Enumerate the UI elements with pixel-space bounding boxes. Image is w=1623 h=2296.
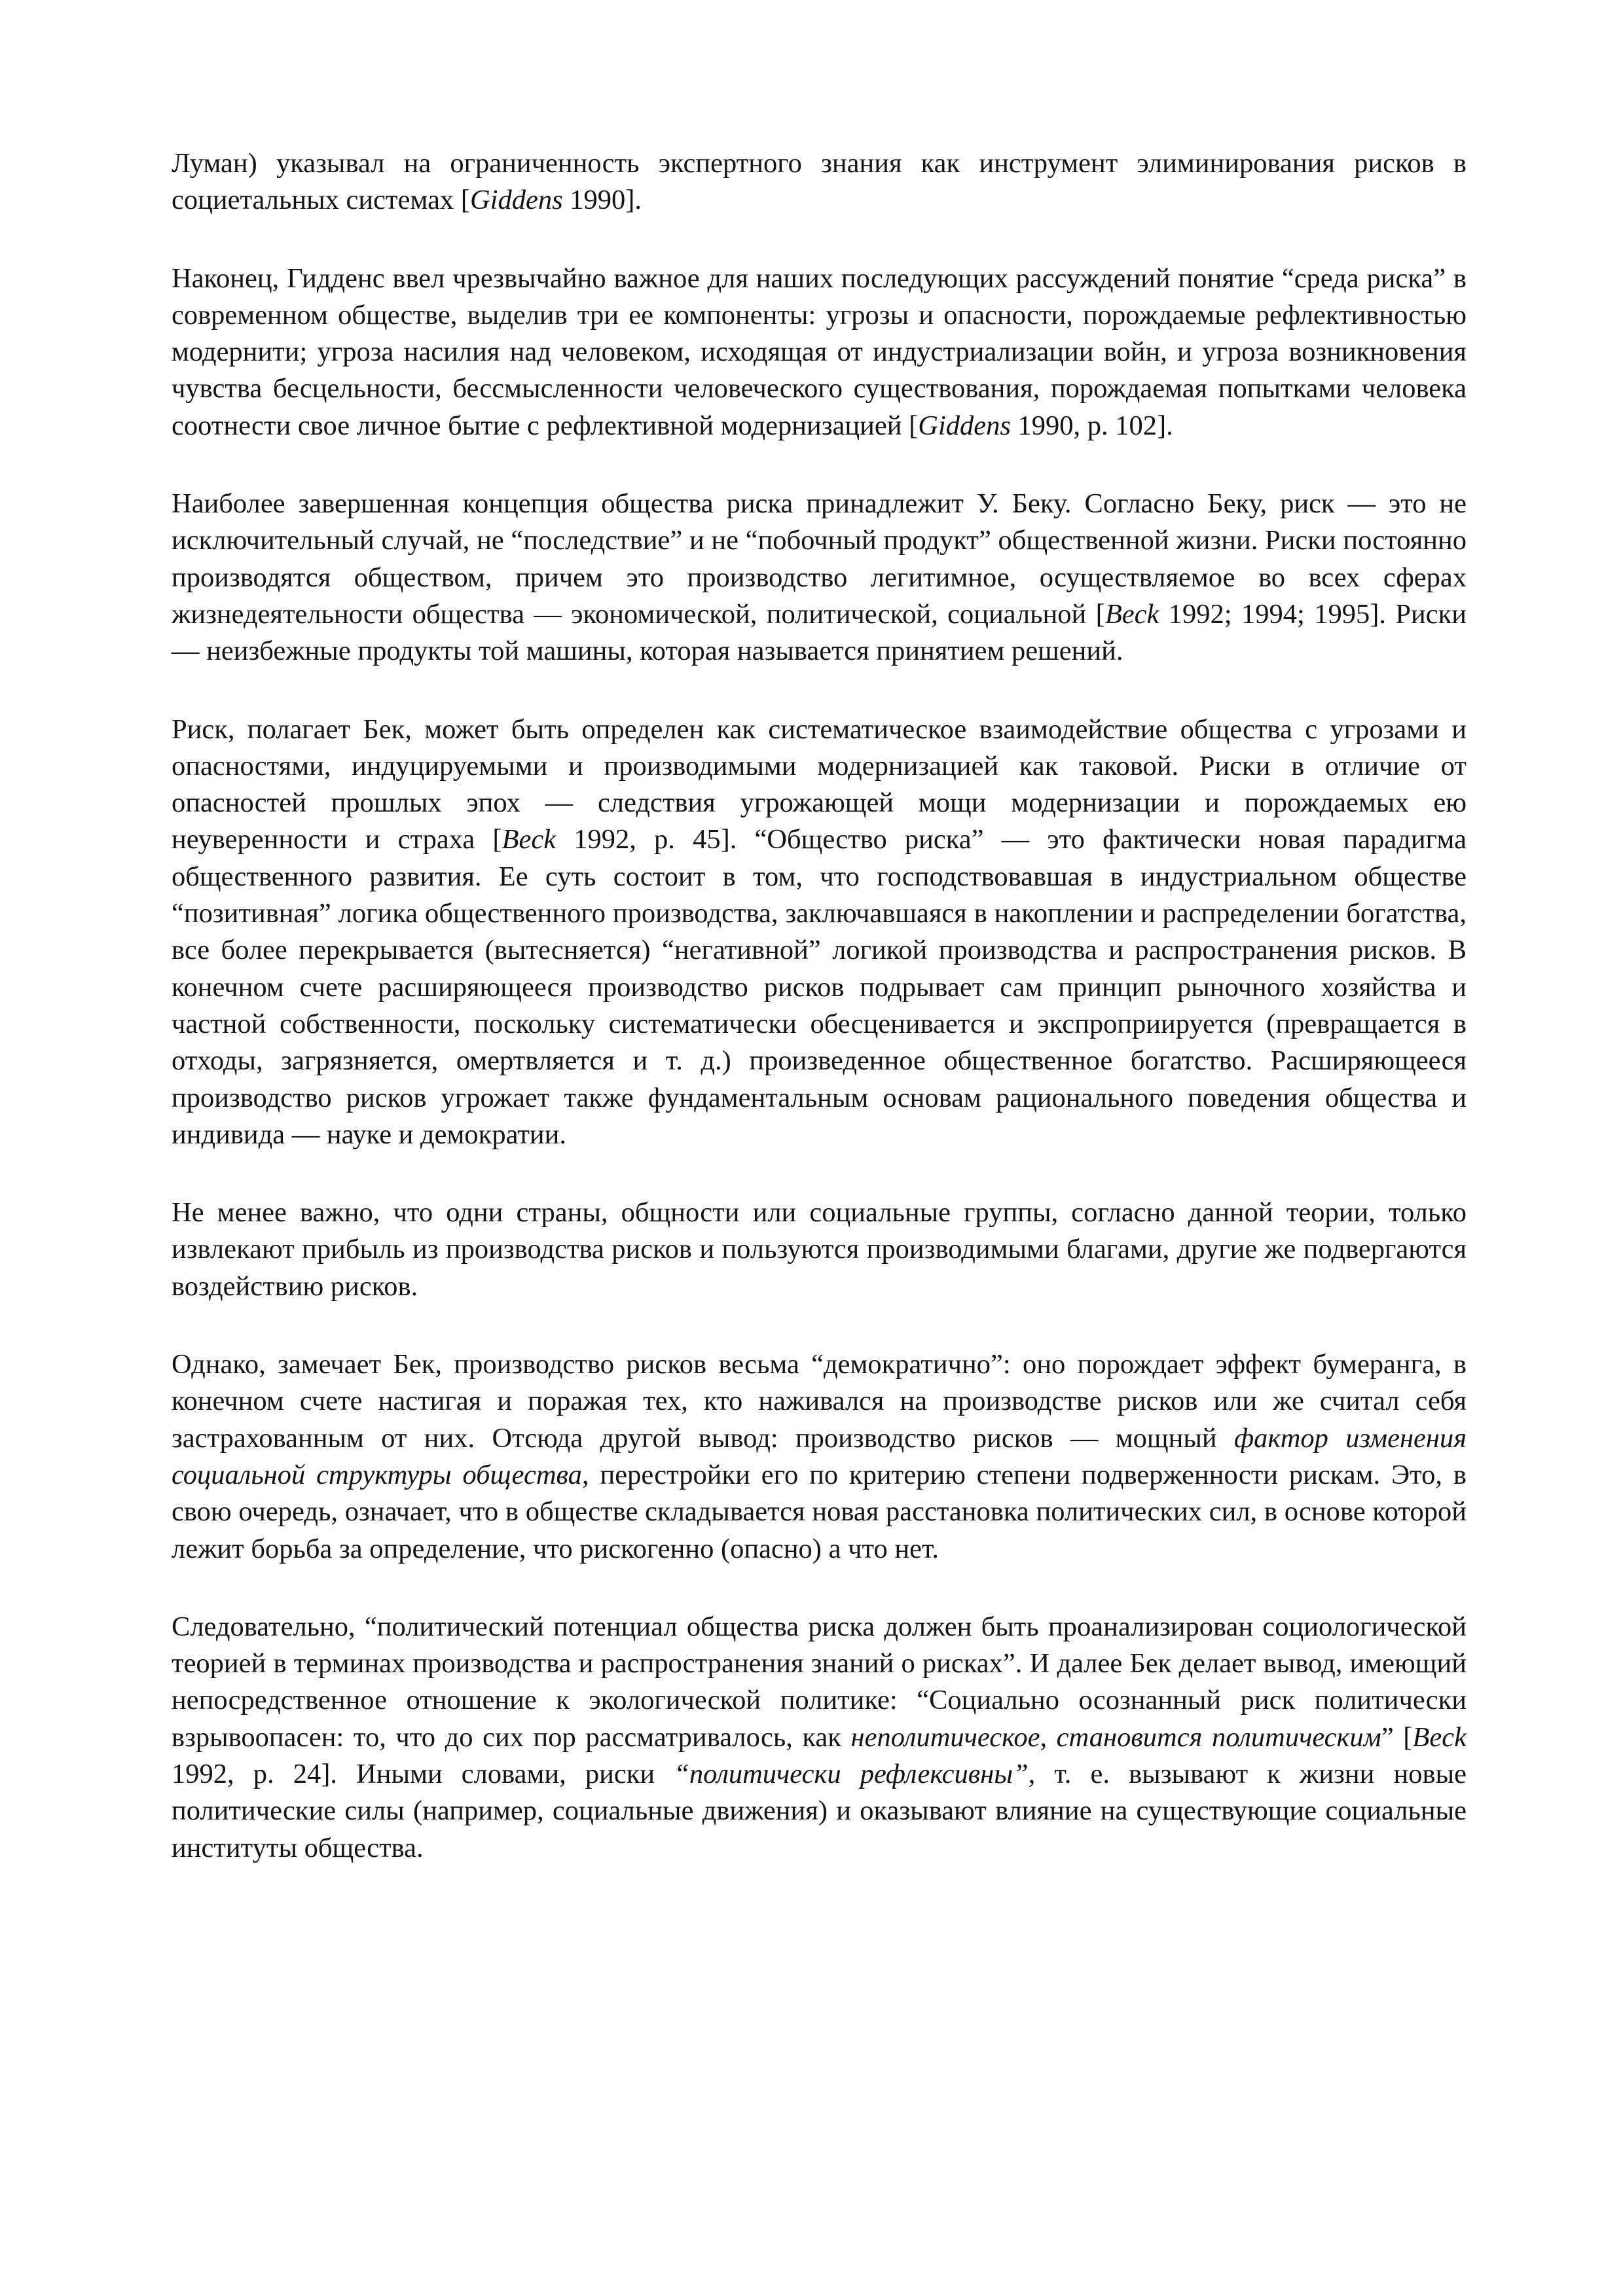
paragraph-text: Луман) указывал на ограниченность экспертного знания как инструмент элиминирования рисков в социетальных системах [ bbox=[172, 148, 1467, 216]
paragraph-text: , т. е. вызывают к жизни новые политические силы (например, социальные движения) и оказывают влияние на существующие социальные институты общества. bbox=[172, 1758, 1467, 1863]
citation-text: 1992, p. 45]. “Общество риска” — это фактически новая парадигма общественного развития. Ее суть состоит в том, что господствовавшая в индустриальном обществе “позитивная” логика общественного производства, заключавшаяся в накоплении и распределении богатства, все более перекрывается (вытесняется) “негативной” логикой производства и распространения рисков. В конечном счете расширяющееся производство рисков подрывает сам принцип рыночного хозяйства и частной собственности, поскольку систематически обесценивается и экспроприируется (превращается в отходы, загрязняется, омертвляется и т. д.) произведенное общественное богатство. Расширяющееся производство рисков угрожает также фундаментальным основам рационального поведения общества и индивида — науке и демократии. bbox=[172, 824, 1467, 1150]
paragraph-text: Риск, полагает Бек, может быть определен как систематическое взаимодействие общества с угрозами и опасностями, индуцируемыми и производимыми модернизацией как таковой. Риски в отличие от опасностей прошлых эпох — следствия угрожающей мощи модернизации и порождаемых ею неуверенности и страха [ bbox=[172, 713, 1467, 855]
citation-author: Giddens bbox=[469, 185, 563, 216]
paragraph-beck-risk-definition bbox=[172, 711, 1467, 1154]
document-page bbox=[172, 145, 1467, 1867]
emphasis-text: фактор изменения социальной структуры общества bbox=[172, 1422, 1467, 1490]
paragraph-text: Наконец, Гидденс ввел чрезвычайно важное для наших последующих рассуждений понятие “среда риска” в современном обществе, выделив три ее компоненты: угрозы и опасности, порождаемые рефлективностью модернити; угроза насилия над человеком, исходящая от индустриализации войн, и угроза возникновения чувства бесцельности, бессмысленности человеческого существования, порождаемая попытками человека соотнести свое личное бытие с рефлективной модернизацией [ bbox=[172, 262, 1467, 441]
paragraph-risk-distribution bbox=[172, 1194, 1467, 1305]
emphasis-text: “политически рефлексивны” bbox=[674, 1758, 1029, 1789]
citation-text: 1990, p. 102]. bbox=[1010, 410, 1173, 441]
paragraph-text: ” [ bbox=[1381, 1721, 1413, 1753]
citation-author: Giddens bbox=[918, 410, 1011, 441]
paragraph-luhmann-expert-knowledge bbox=[172, 145, 1467, 219]
citation-author: Beck bbox=[1104, 598, 1159, 630]
paragraph-beck-risk-society-concept bbox=[172, 486, 1467, 670]
citation-text: 1992, p. 24]. Иными словами, риски bbox=[172, 1758, 674, 1789]
citation-author: Beck bbox=[501, 824, 556, 855]
paragraph-text: Следовательно, “политический потенциал общества риска должен быть проанализирован социологической теорией в терминах производства и распространения знаний о рисках”. И далее Бек делает вывод, имеющий непосредственное отношение к экологической политике: “Социально осознанный риск политически взрывоопасен: то, что до сих пор рассматривалось, как bbox=[172, 1611, 1467, 1753]
paragraph-text: , перестройки его по критерию степени подверженности рискам. Это, в свою очередь, означает, что в обществе складывается новая расстановка политических сил, в основе которой лежит борьба за определение, что рискогенно (опасно) а что нет. bbox=[172, 1459, 1467, 1564]
citation-text: 1990]. bbox=[562, 185, 642, 216]
paragraph-boomerang-effect bbox=[172, 1346, 1467, 1568]
citation-author: Beck bbox=[1412, 1721, 1467, 1753]
paragraph-text: Не менее важно, что одни страны, общности или социальные группы, согласно данной теории, только извлекают прибыль из производства рисков и пользуются производимыми благами, другие же подвергаются воздействию рисков. bbox=[172, 1197, 1467, 1302]
emphasis-text: неполитическое, становится политическим bbox=[850, 1721, 1381, 1753]
citation-text: 1992; 1994; 1995]. Риски — неизбежные продукты той машины, которая называется принятием решений. bbox=[172, 598, 1467, 667]
paragraph-text: Однако, замечает Бек, производство рисков весьма “демократично”: оно порождает эффект бумеранга, в конечном счете настигая и поражая тех, кто наживался на производстве рисков или же считал себя застрахованным от них. Отсюда другой вывод: производство рисков — мощный bbox=[172, 1349, 1467, 1454]
paragraph-giddens-risk-environment bbox=[172, 260, 1467, 444]
paragraph-political-potential bbox=[172, 1609, 1467, 1867]
paragraph-text: Наиболее завершенная концепция общества риска принадлежит У. Беку. Согласно Беку, риск — это не исключительный случай, не “последствие” и не “побочный продукт” общественной жизни. Риски постоянно производятся обществом, причем это производство легитимное, осуществляемое во всех сферах жизнедеятельности общества — экономической, политической, социальной [ bbox=[172, 488, 1467, 630]
